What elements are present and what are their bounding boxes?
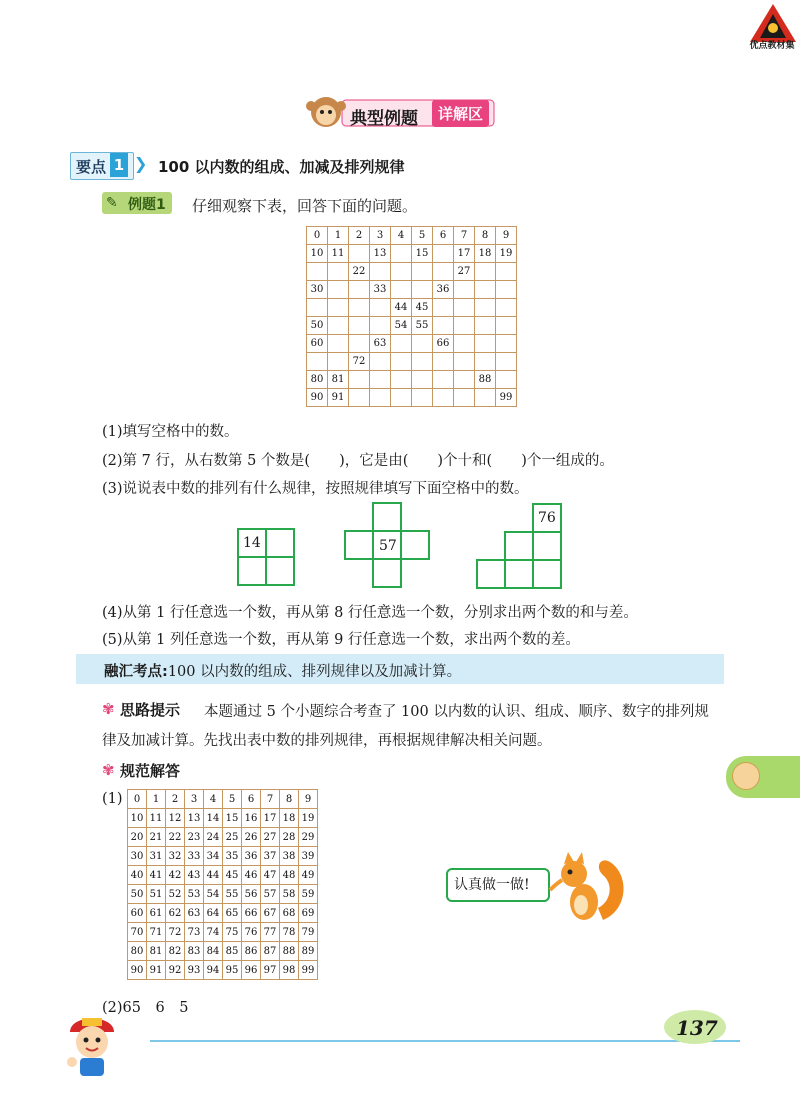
table-cell: 69 bbox=[299, 904, 318, 923]
table-row bbox=[128, 809, 318, 828]
table-cell: 15 bbox=[412, 245, 433, 263]
stair-shape-number: 76 bbox=[538, 510, 556, 526]
table-cell: 3 bbox=[370, 227, 391, 245]
table-cell bbox=[433, 371, 454, 389]
table-cell bbox=[496, 317, 517, 335]
table-cell: 45 bbox=[223, 866, 242, 885]
table-cell bbox=[496, 299, 517, 317]
table-cell bbox=[454, 281, 475, 299]
table-cell: 14 bbox=[204, 809, 223, 828]
table-cell bbox=[475, 335, 496, 353]
table-cell: 19 bbox=[496, 245, 517, 263]
table-cell: 2 bbox=[166, 790, 185, 809]
table-cell: 67 bbox=[261, 904, 280, 923]
boy-mascot-icon bbox=[60, 1010, 124, 1080]
table-cell bbox=[370, 263, 391, 281]
table-row bbox=[307, 353, 517, 371]
table-cell: 30 bbox=[307, 281, 328, 299]
table-cell: 16 bbox=[242, 809, 261, 828]
table-cell: 1 bbox=[147, 790, 166, 809]
banner-title: 典型例题 bbox=[350, 109, 418, 129]
table-cell: 51 bbox=[147, 885, 166, 904]
table-cell: 64 bbox=[204, 904, 223, 923]
table-cell bbox=[454, 353, 475, 371]
speech-bubble-text: 认真做一做! bbox=[454, 877, 530, 893]
table-cell: 21 bbox=[147, 828, 166, 847]
table-cell: 72 bbox=[166, 923, 185, 942]
table-row bbox=[128, 904, 318, 923]
table-cell bbox=[496, 335, 517, 353]
table-cell: 89 bbox=[299, 942, 318, 961]
table-cell bbox=[433, 353, 454, 371]
table-cell: 38 bbox=[280, 847, 299, 866]
table-cell: 42 bbox=[166, 866, 185, 885]
table-cell: 76 bbox=[242, 923, 261, 942]
table-cell: 74 bbox=[204, 923, 223, 942]
table-cell: 37 bbox=[261, 847, 280, 866]
hint-line-1: 本题通过 5 个小题综合考查了 100 以内数的认识、组成、顺序、数字的排列规 bbox=[204, 704, 709, 720]
table-cell: 6 bbox=[242, 790, 261, 809]
table-cell bbox=[349, 299, 370, 317]
table-cell: 8 bbox=[280, 790, 299, 809]
question-3: (3)说说表中数的排列有什么规律，按照规律填写下面空格中的数。 bbox=[102, 481, 529, 497]
table-cell bbox=[391, 263, 412, 281]
table-cell bbox=[391, 353, 412, 371]
table-cell bbox=[433, 263, 454, 281]
table-cell: 19 bbox=[299, 809, 318, 828]
table-cell: 48 bbox=[280, 866, 299, 885]
flower-icon: ✾ bbox=[102, 700, 115, 718]
page-number: 137 bbox=[676, 1016, 718, 1040]
table-cell bbox=[496, 263, 517, 281]
key-point-number: 1 bbox=[110, 153, 128, 177]
square-shape-number: 14 bbox=[243, 535, 261, 551]
table-cell bbox=[412, 335, 433, 353]
table-cell: 53 bbox=[185, 885, 204, 904]
table-cell: 34 bbox=[204, 847, 223, 866]
table-cell: 73 bbox=[185, 923, 204, 942]
table-cell: 66 bbox=[433, 335, 454, 353]
table-cell: 49 bbox=[299, 866, 318, 885]
table-cell: 57 bbox=[261, 885, 280, 904]
table-cell: 83 bbox=[185, 942, 204, 961]
table-cell: 15 bbox=[223, 809, 242, 828]
table-cell bbox=[328, 281, 349, 299]
table-row bbox=[128, 828, 318, 847]
table-cell: 88 bbox=[475, 371, 496, 389]
table-cell bbox=[433, 245, 454, 263]
table-cell: 94 bbox=[204, 961, 223, 980]
table-cell: 72 bbox=[349, 353, 370, 371]
table-cell bbox=[307, 299, 328, 317]
table-cell bbox=[370, 317, 391, 335]
table-row bbox=[307, 281, 517, 299]
table-cell: 62 bbox=[166, 904, 185, 923]
question-2: (2)第 7 行，从右数第 5 个数是( )，它是由( )个十和( )个一组成的。 bbox=[102, 453, 614, 469]
table-cell bbox=[328, 299, 349, 317]
table-cell bbox=[475, 353, 496, 371]
table-cell: 97 bbox=[261, 961, 280, 980]
table-row bbox=[307, 389, 517, 407]
table-cell: 40 bbox=[128, 866, 147, 885]
table-cell: 5 bbox=[223, 790, 242, 809]
table-cell: 24 bbox=[204, 828, 223, 847]
table-cell: 86 bbox=[242, 942, 261, 961]
table-cell: 56 bbox=[242, 885, 261, 904]
table-cell bbox=[454, 389, 475, 407]
table-cell: 99 bbox=[496, 389, 517, 407]
table-cell bbox=[454, 299, 475, 317]
table-cell: 20 bbox=[128, 828, 147, 847]
table-cell: 13 bbox=[185, 809, 204, 828]
hint-title: 思路提示 bbox=[120, 701, 181, 719]
table-row bbox=[128, 885, 318, 904]
table-cell: 50 bbox=[307, 317, 328, 335]
table-cell: 84 bbox=[204, 942, 223, 961]
table-cell: 43 bbox=[185, 866, 204, 885]
flower-icon: ✾ bbox=[102, 761, 115, 779]
table-cell bbox=[475, 389, 496, 407]
table-cell: 26 bbox=[242, 828, 261, 847]
table-cell bbox=[391, 371, 412, 389]
table-cell: 31 bbox=[147, 847, 166, 866]
table-cell: 33 bbox=[370, 281, 391, 299]
table-cell: 27 bbox=[261, 828, 280, 847]
key-point-label: 要点 bbox=[76, 158, 107, 176]
mascot-face-icon bbox=[732, 762, 760, 790]
table-cell: 13 bbox=[370, 245, 391, 263]
table-cell bbox=[349, 371, 370, 389]
table-cell: 32 bbox=[166, 847, 185, 866]
table-row bbox=[307, 245, 517, 263]
table-cell bbox=[496, 353, 517, 371]
table-cell: 22 bbox=[166, 828, 185, 847]
table-cell: 95 bbox=[223, 961, 242, 980]
table-cell: 71 bbox=[147, 923, 166, 942]
table-cell bbox=[328, 353, 349, 371]
table-cell bbox=[349, 245, 370, 263]
table-cell: 30 bbox=[128, 847, 147, 866]
table-cell: 61 bbox=[147, 904, 166, 923]
table-cell: 25 bbox=[223, 828, 242, 847]
table-cell bbox=[349, 317, 370, 335]
table-cell: 81 bbox=[328, 371, 349, 389]
table-cell: 65 bbox=[223, 904, 242, 923]
table-cell: 80 bbox=[128, 942, 147, 961]
table-cell: 33 bbox=[185, 847, 204, 866]
table-cell: 98 bbox=[280, 961, 299, 980]
table-cell: 90 bbox=[128, 961, 147, 980]
table-cell bbox=[475, 299, 496, 317]
table-cell: 8 bbox=[475, 227, 496, 245]
table-row bbox=[128, 847, 318, 866]
table-cell: 91 bbox=[147, 961, 166, 980]
example-text: 仔细观察下表，回答下面的问题。 bbox=[192, 197, 418, 215]
key-point-title: 100 以内数的组成、加减及排列规律 bbox=[158, 158, 405, 176]
table-cell: 41 bbox=[147, 866, 166, 885]
table-cell: 10 bbox=[128, 809, 147, 828]
table-cell: 28 bbox=[280, 828, 299, 847]
table-row bbox=[307, 371, 517, 389]
table-cell bbox=[454, 371, 475, 389]
table-cell: 80 bbox=[307, 371, 328, 389]
table-cell: 70 bbox=[128, 923, 147, 942]
publisher-logo-text: 优点教材集 bbox=[749, 41, 795, 51]
table-cell: 75 bbox=[223, 923, 242, 942]
table-row bbox=[307, 317, 517, 335]
table-row bbox=[307, 299, 517, 317]
table-cell: 35 bbox=[223, 847, 242, 866]
table-cell: 18 bbox=[475, 245, 496, 263]
table-cell: 79 bbox=[299, 923, 318, 942]
table-cell: 45 bbox=[412, 299, 433, 317]
answer-part-2: (2)65 6 5 bbox=[102, 1000, 189, 1016]
hint-line-2: 律及加减计算。先找出表中数的排列规律，再根据规律解决相关问题。 bbox=[102, 733, 552, 749]
table-row bbox=[307, 263, 517, 281]
table-cell: 81 bbox=[147, 942, 166, 961]
table-cell: 9 bbox=[299, 790, 318, 809]
table-cell: 55 bbox=[223, 885, 242, 904]
table-cell bbox=[328, 263, 349, 281]
table-row bbox=[128, 923, 318, 942]
table-cell bbox=[391, 335, 412, 353]
table-cell: 6 bbox=[433, 227, 454, 245]
table-cell: 93 bbox=[185, 961, 204, 980]
table-row bbox=[128, 790, 318, 809]
table-cell: 44 bbox=[204, 866, 223, 885]
table-cell: 60 bbox=[307, 335, 328, 353]
table-cell bbox=[496, 371, 517, 389]
table-cell: 7 bbox=[261, 790, 280, 809]
table-cell: 58 bbox=[280, 885, 299, 904]
table-cell bbox=[412, 263, 433, 281]
number-table-complete bbox=[127, 789, 318, 980]
table-cell bbox=[370, 371, 391, 389]
table-cell: 23 bbox=[185, 828, 204, 847]
table-cell bbox=[454, 317, 475, 335]
table-row bbox=[307, 335, 517, 353]
table-cell: 78 bbox=[280, 923, 299, 942]
table-cell: 1 bbox=[328, 227, 349, 245]
table-cell: 36 bbox=[433, 281, 454, 299]
table-cell bbox=[370, 299, 391, 317]
table-cell bbox=[433, 389, 454, 407]
table-cell bbox=[391, 389, 412, 407]
table-cell: 17 bbox=[454, 245, 475, 263]
summary-text bbox=[104, 660, 461, 681]
table-cell: 54 bbox=[391, 317, 412, 335]
table-cell bbox=[433, 317, 454, 335]
example-label: 例题1 bbox=[128, 197, 166, 213]
question-4: (4)从第 1 行任意选一个数，再从第 8 行任意选一个数，分别求出两个数的和与差。 bbox=[102, 605, 638, 621]
table-cell: 54 bbox=[204, 885, 223, 904]
table-cell: 11 bbox=[147, 809, 166, 828]
banner-tag: 详解区 bbox=[432, 100, 489, 127]
table-cell: 0 bbox=[128, 790, 147, 809]
table-cell: 27 bbox=[454, 263, 475, 281]
table-cell: 4 bbox=[204, 790, 223, 809]
table-cell: 87 bbox=[261, 942, 280, 961]
table-row bbox=[128, 961, 318, 980]
table-cell: 11 bbox=[328, 245, 349, 263]
table-cell bbox=[496, 281, 517, 299]
summary-label: 融汇考点: bbox=[104, 664, 168, 680]
table-cell bbox=[391, 245, 412, 263]
table-cell: 96 bbox=[242, 961, 261, 980]
table-cell: 66 bbox=[242, 904, 261, 923]
table-cell bbox=[412, 371, 433, 389]
table-cell: 85 bbox=[223, 942, 242, 961]
number-table-incomplete bbox=[306, 226, 517, 407]
table-cell bbox=[475, 263, 496, 281]
table-cell bbox=[349, 389, 370, 407]
table-cell: 46 bbox=[242, 866, 261, 885]
table-cell bbox=[370, 353, 391, 371]
table-cell: 5 bbox=[412, 227, 433, 245]
table-cell: 44 bbox=[391, 299, 412, 317]
table-cell: 52 bbox=[166, 885, 185, 904]
table-cell: 10 bbox=[307, 245, 328, 263]
table-cell: 2 bbox=[349, 227, 370, 245]
table-cell: 55 bbox=[412, 317, 433, 335]
table-cell bbox=[328, 317, 349, 335]
answer-title: 规范解答 bbox=[120, 762, 181, 780]
table-cell bbox=[475, 281, 496, 299]
table-cell: 63 bbox=[185, 904, 204, 923]
answer-part-1: (1) bbox=[102, 791, 123, 807]
table-cell bbox=[349, 281, 370, 299]
pencil-icon: ✎ bbox=[106, 195, 118, 211]
table-cell: 29 bbox=[299, 828, 318, 847]
cross-shape-number: 57 bbox=[379, 538, 397, 554]
table-cell bbox=[412, 389, 433, 407]
table-cell: 77 bbox=[261, 923, 280, 942]
table-cell: 99 bbox=[299, 961, 318, 980]
table-cell: 50 bbox=[128, 885, 147, 904]
table-cell: 68 bbox=[280, 904, 299, 923]
chevron-right-icon: ❯ bbox=[134, 154, 148, 173]
table-cell: 22 bbox=[349, 263, 370, 281]
table-cell: 12 bbox=[166, 809, 185, 828]
table-cell bbox=[307, 263, 328, 281]
table-cell: 59 bbox=[299, 885, 318, 904]
table-cell: 3 bbox=[185, 790, 204, 809]
question-5: (5)从第 1 列任意选一个数，再从第 9 行任意选一个数，求出两个数的差。 bbox=[102, 632, 580, 648]
table-cell: 18 bbox=[280, 809, 299, 828]
table-cell bbox=[391, 281, 412, 299]
table-cell: 90 bbox=[307, 389, 328, 407]
squirrel-icon bbox=[548, 850, 628, 930]
table-cell: 0 bbox=[307, 227, 328, 245]
table-cell: 60 bbox=[128, 904, 147, 923]
table-cell bbox=[370, 389, 391, 407]
table-cell: 47 bbox=[261, 866, 280, 885]
table-cell: 17 bbox=[261, 809, 280, 828]
table-cell: 4 bbox=[391, 227, 412, 245]
table-cell: 82 bbox=[166, 942, 185, 961]
table-cell: 63 bbox=[370, 335, 391, 353]
summary-body: 100 以内数的组成、排列规律以及加减计算。 bbox=[167, 664, 462, 680]
table-cell bbox=[475, 317, 496, 335]
table-cell: 39 bbox=[299, 847, 318, 866]
table-cell bbox=[454, 335, 475, 353]
table-cell bbox=[412, 281, 433, 299]
footer-line bbox=[150, 1040, 740, 1042]
table-cell: 36 bbox=[242, 847, 261, 866]
table-cell bbox=[412, 353, 433, 371]
question-1: (1)填写空格中的数。 bbox=[102, 424, 239, 440]
table-cell bbox=[433, 299, 454, 317]
table-cell: 92 bbox=[166, 961, 185, 980]
table-row bbox=[307, 227, 517, 245]
table-cell bbox=[349, 335, 370, 353]
table-row bbox=[128, 866, 318, 885]
table-cell bbox=[328, 335, 349, 353]
table-cell: 91 bbox=[328, 389, 349, 407]
table-row bbox=[128, 942, 318, 961]
table-cell: 88 bbox=[280, 942, 299, 961]
table-cell: 7 bbox=[454, 227, 475, 245]
table-cell bbox=[307, 353, 328, 371]
table-cell: 9 bbox=[496, 227, 517, 245]
